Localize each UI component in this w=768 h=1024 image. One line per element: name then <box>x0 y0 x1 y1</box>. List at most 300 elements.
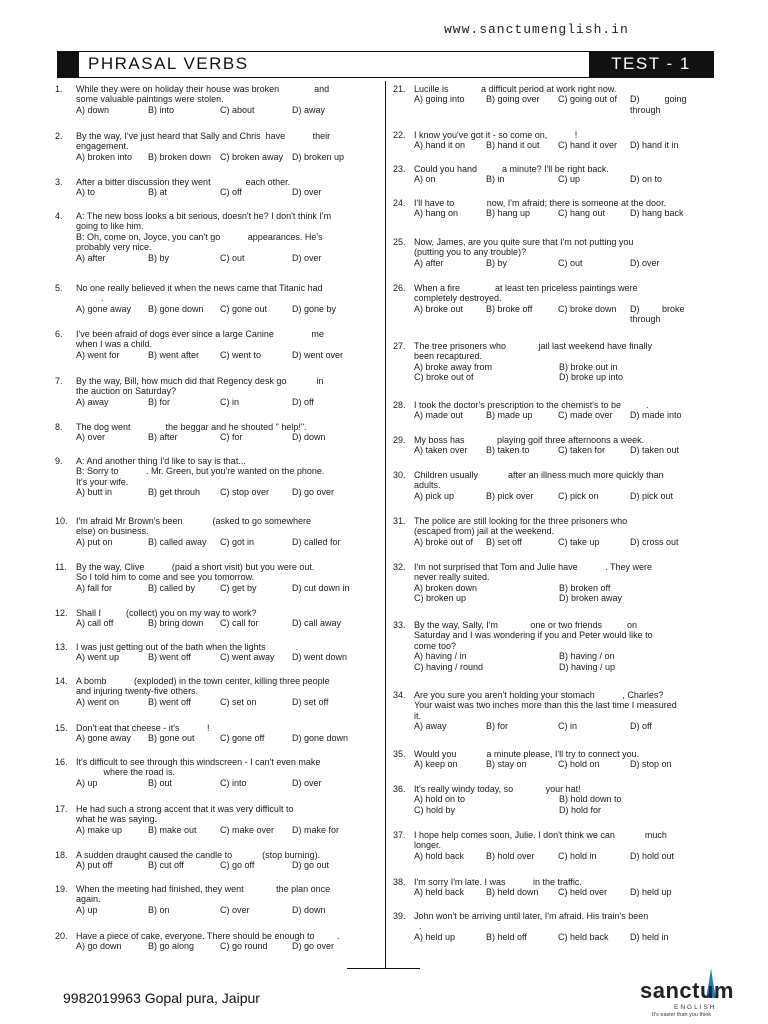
answer-option[interactable]: A) taken over <box>414 445 468 456</box>
answer-option[interactable]: D) taken out <box>630 445 680 456</box>
question-item <box>55 723 375 744</box>
answer-options <box>414 794 713 815</box>
answer-option[interactable]: B) having / on <box>559 651 615 662</box>
answer-option[interactable]: D) away <box>292 104 326 115</box>
question-item <box>55 131 375 162</box>
answer-option[interactable]: C) got in <box>220 536 255 547</box>
answer-options <box>76 350 375 360</box>
question-stem: No one really believed it when the news came that Titanic had . <box>76 283 323 304</box>
answer-option[interactable]: D) over <box>292 252 322 263</box>
answer-option[interactable]: C) stop over <box>220 487 270 498</box>
question-stem: He had such a strong accent that it was very difficult to what he was saying. <box>76 804 294 825</box>
question-item <box>393 84 713 115</box>
question-stem: Lucille is a difficult period at work right now. <box>414 84 617 94</box>
answer-option[interactable]: B) set off <box>486 536 522 547</box>
answer-option[interactable]: B) called by <box>148 582 196 593</box>
answer-options <box>414 651 713 672</box>
answer-option[interactable]: C) off <box>220 187 242 198</box>
answer-options <box>414 445 713 455</box>
question-number: 36. <box>393 784 406 794</box>
answer-option[interactable]: B) after <box>148 432 178 443</box>
question-stem: I'll have to now, I'm afraid; there is someone at the door. <box>414 198 667 208</box>
answer-option[interactable]: C) set on <box>220 696 257 707</box>
answer-options <box>414 304 713 325</box>
answer-options <box>414 94 713 115</box>
question-stem: John won't be arriving until later, I'm afraid. His train's been . <box>414 911 649 932</box>
question-number: 19. <box>55 884 68 894</box>
answer-option[interactable]: D) broken up <box>292 151 345 162</box>
answer-option[interactable]: B) get throuh <box>148 487 201 498</box>
answer-options <box>414 410 713 420</box>
question-number: 30. <box>393 470 406 480</box>
answer-option[interactable]: D) broken away <box>559 593 623 604</box>
question-number: 39. <box>393 911 406 921</box>
answer-option[interactable]: A) went for <box>76 349 120 360</box>
answer-option[interactable]: D) called for <box>292 536 341 547</box>
question-number: 25. <box>393 237 406 247</box>
bottom-rule <box>347 968 420 969</box>
answer-option[interactable]: C) hand it over <box>558 140 618 151</box>
question-stem: It's really windy today, so your hat! <box>414 784 581 794</box>
answer-option[interactable]: B) broken down <box>148 151 212 162</box>
answer-option[interactable]: A) pick up <box>414 490 455 501</box>
answer-options <box>414 208 713 218</box>
answer-option[interactable]: C) out <box>220 252 245 263</box>
answer-option[interactable]: C) for <box>220 432 243 443</box>
answer-option[interactable]: B) gone down <box>148 303 204 314</box>
footer-contact: 9982019963 Gopal pura, Jaipur <box>63 990 260 1006</box>
answer-option[interactable]: B) taken to <box>486 445 530 456</box>
answer-option[interactable]: D) broke through <box>630 303 685 325</box>
answer-option[interactable]: B) hand it out <box>486 140 540 151</box>
answer-option[interactable]: A) over <box>76 432 106 443</box>
answer-options <box>414 721 713 731</box>
answer-option[interactable]: D) gone down <box>292 733 349 744</box>
question-number: 27. <box>393 341 406 351</box>
answer-option[interactable]: A) after <box>76 252 106 263</box>
question-number: 9. <box>55 456 63 466</box>
answer-option[interactable]: A) call off <box>76 618 114 629</box>
question-stem: I took the doctor's prescription to the chemist's to be . <box>414 400 649 410</box>
question-stem: Don't eat that cheese - it's ! <box>76 723 210 733</box>
answer-option[interactable]: C) into <box>220 777 247 788</box>
question-stem: Could you hand a minute? I'll be right back. <box>414 164 609 174</box>
answer-option[interactable]: A) broke out <box>414 303 464 314</box>
answer-option[interactable]: B) into <box>148 104 175 115</box>
question-item <box>393 562 713 604</box>
question-number: 14. <box>55 676 68 686</box>
question-item <box>393 435 713 456</box>
answer-option[interactable]: A) hold on to <box>414 794 466 805</box>
answer-option[interactable]: B) broke off <box>486 303 533 314</box>
answer-option[interactable]: A) held back <box>414 887 465 898</box>
answer-option[interactable]: C) call for <box>220 618 259 629</box>
question-number: 34. <box>393 690 406 700</box>
answer-option[interactable]: B) stay on <box>486 759 527 770</box>
question-item <box>393 830 713 861</box>
answer-option[interactable]: C) having / round <box>414 661 484 672</box>
question-item <box>393 784 713 815</box>
answer-option[interactable]: A) away <box>414 721 447 732</box>
answer-option[interactable]: C) going out of <box>558 94 618 105</box>
question-number: 12. <box>55 608 68 618</box>
question-number: 1. <box>55 84 63 94</box>
answer-options <box>76 487 375 497</box>
answer-option[interactable]: C) go off <box>220 860 255 871</box>
question-stem: The tree prisoners who jail last weekend have finally been recaptured. <box>414 341 653 362</box>
answer-option[interactable]: C) held over <box>558 887 608 898</box>
answer-option[interactable]: B) make out <box>148 824 197 835</box>
brand-logo <box>640 968 760 1018</box>
answer-option[interactable]: B) at <box>148 187 168 198</box>
question-number: 10. <box>55 516 68 526</box>
answer-option[interactable]: D) cross out <box>630 536 679 547</box>
answer-option[interactable]: C) over <box>220 904 250 915</box>
answer-options <box>414 887 713 897</box>
answer-option[interactable]: C) hold on <box>558 759 600 770</box>
question-number: 38. <box>393 877 406 887</box>
question-number: 21. <box>393 84 406 94</box>
question-stem: My boss has playing golf three afternoons a week. <box>414 435 645 445</box>
answer-option[interactable]: B) by <box>486 257 508 268</box>
answer-option[interactable]: C) hold by <box>414 804 456 815</box>
question-stem: A bomb (exploded) in the town center, killing three people and injuring twenty-five others. <box>76 676 330 697</box>
answer-option[interactable]: C) made over <box>558 410 613 421</box>
answer-option[interactable]: B) by <box>148 252 170 263</box>
answer-option[interactable]: B) pick over <box>486 490 534 501</box>
answer-option[interactable]: C) out <box>558 257 583 268</box>
answer-option[interactable]: D) pick out <box>630 490 674 501</box>
answer-option[interactable]: D) hold out <box>630 850 675 861</box>
answer-option[interactable]: C) broken up <box>414 593 467 604</box>
question-stem: Shall I (collect) you on my way to work? <box>76 608 257 618</box>
answer-option[interactable]: B) gone out <box>148 733 195 744</box>
answer-option[interactable]: C) gone out <box>220 303 268 314</box>
answer-option[interactable]: D) having / up <box>559 661 616 672</box>
answer-options <box>76 105 375 115</box>
question-item <box>393 341 713 383</box>
question-number: 37. <box>393 830 406 840</box>
answer-options <box>414 140 713 150</box>
answer-options <box>76 905 375 915</box>
answer-option[interactable]: C) went to <box>220 349 262 360</box>
question-stem: The police are still looking for the three prisoners who (escaped from) jail at the weekend. <box>414 516 628 537</box>
answer-options <box>76 537 375 547</box>
answer-option[interactable]: A) put off <box>76 860 113 871</box>
answer-option[interactable]: B) went after <box>148 349 200 360</box>
question-number: 22. <box>393 130 406 140</box>
question-stem: It's difficult to see through this windscreen - I can't even make where the road is. <box>76 757 321 778</box>
answer-option[interactable]: B) held off <box>486 931 527 942</box>
answer-option[interactable]: A) having / in <box>414 651 467 662</box>
answer-option[interactable]: D) on to <box>630 174 663 185</box>
answer-option[interactable]: A) up <box>76 904 98 915</box>
answer-options <box>76 253 375 263</box>
answer-options <box>76 941 375 951</box>
answer-option[interactable]: A) away <box>76 396 109 407</box>
question-item <box>55 608 375 629</box>
answer-option[interactable]: B) out <box>148 777 173 788</box>
question-number: 7. <box>55 376 63 386</box>
answer-option[interactable]: D) down <box>292 904 326 915</box>
question-item <box>55 329 375 360</box>
question-number: 20. <box>55 931 68 941</box>
question-item <box>393 516 713 547</box>
answer-option[interactable]: D) over <box>292 777 322 788</box>
column-divider <box>385 81 386 969</box>
question-item <box>55 422 375 443</box>
question-stem: Children usually after an illness much more quickly than adults. <box>414 470 664 491</box>
question-item <box>55 642 375 663</box>
question-stem: Now, James, are you quite sure that I'm not putting you (putting you to any trouble)? <box>414 237 634 258</box>
question-item <box>55 177 375 198</box>
answer-option[interactable]: A) hold back <box>414 850 465 861</box>
answer-options <box>76 304 375 314</box>
question-item <box>55 676 375 707</box>
question-number: 6. <box>55 329 63 339</box>
answer-option[interactable]: A) gone away <box>76 303 132 314</box>
question-number: 4. <box>55 211 63 221</box>
answer-option[interactable]: C) gone off <box>220 733 265 744</box>
question-item <box>393 620 713 672</box>
question-stem: When a fire at least ten priceless paintings were completely destroyed. <box>414 283 638 304</box>
answer-option[interactable]: A) up <box>76 777 98 788</box>
question-item <box>55 562 375 593</box>
answer-option[interactable]: C) about <box>220 104 255 115</box>
question-item <box>393 877 713 898</box>
answer-option[interactable]: D) gone by <box>292 303 337 314</box>
question-stem: After a bitter discussion they went each other. <box>76 177 291 187</box>
answer-options <box>414 362 713 383</box>
answer-option[interactable]: B) held down <box>486 887 539 898</box>
answer-option[interactable]: A) went up <box>76 652 120 663</box>
answer-option[interactable]: C) pick on <box>558 490 599 501</box>
answer-options <box>414 759 713 769</box>
answer-option[interactable]: D) went down <box>292 652 348 663</box>
answer-option[interactable]: A) broke away from <box>414 361 493 372</box>
answer-options <box>414 537 713 547</box>
answer-option[interactable]: C) hang out <box>558 208 606 219</box>
answer-option[interactable]: B) broke out in <box>559 361 618 372</box>
answer-option[interactable]: A) keep on <box>414 759 458 770</box>
answer-option[interactable]: C) make over <box>220 824 275 835</box>
answer-options <box>76 432 375 442</box>
answer-options <box>76 860 375 870</box>
question-number: 28. <box>393 400 406 410</box>
answer-option[interactable]: B) hold down to <box>559 794 622 805</box>
answer-option[interactable]: C) in <box>220 396 240 407</box>
question-number: 32. <box>393 562 406 572</box>
answer-option[interactable]: A) to <box>76 187 96 198</box>
question-stem: When the meeting had finished, they went the plan once again. <box>76 884 331 905</box>
answer-option[interactable]: C) broke out of <box>414 372 474 383</box>
answer-option[interactable]: A) butt in <box>76 487 113 498</box>
answer-option[interactable]: C) broken away <box>220 151 284 162</box>
answer-options <box>76 152 375 162</box>
question-item <box>393 164 713 185</box>
question-number: 31. <box>393 516 406 526</box>
question-number: 11. <box>55 562 67 572</box>
question-stem: I'm afraid Mr Brown's been (asked to go somewhere else) on business. <box>76 516 312 537</box>
question-stem: By the way, I've just heard that Sally and Chris have their engagement. <box>76 131 331 152</box>
answer-option[interactable]: B) go along <box>148 941 195 952</box>
answer-option[interactable]: D) held up <box>630 887 672 898</box>
answer-options <box>76 583 375 593</box>
question-item <box>55 456 375 498</box>
answer-option[interactable]: D) go over <box>292 941 335 952</box>
question-stem: Would you a minute please, I'll try to connect you. <box>414 749 640 759</box>
answer-option[interactable]: C) take up <box>558 536 600 547</box>
answer-option[interactable]: C) up <box>558 174 581 185</box>
answer-option[interactable]: D) going through <box>630 94 687 115</box>
question-stem: By the way, Clive (paid a short visit) but you were out. So I told him to come and see you tomorrow. <box>76 562 315 583</box>
answer-option[interactable]: D) held in <box>630 931 669 942</box>
answer-option[interactable]: D) hang back <box>630 208 684 219</box>
question-number: 3. <box>55 177 63 187</box>
answer-option[interactable]: A) hang on <box>414 208 459 219</box>
answer-option[interactable]: D) stop on <box>630 759 672 770</box>
question-item <box>55 283 375 314</box>
question-stem: By the way, Sally, I'm one or two friends on Saturday and I was wondering if you and Peter would like to come too? <box>414 620 653 651</box>
answer-option[interactable]: B) for <box>486 721 509 732</box>
answer-option[interactable]: A) held up <box>414 931 456 942</box>
answer-option[interactable]: A) put on <box>76 536 113 547</box>
answer-option[interactable]: A) broken into <box>76 151 133 162</box>
answer-option[interactable]: B) bring down <box>148 618 204 629</box>
answer-option[interactable]: A) going into <box>414 94 465 105</box>
answer-option[interactable]: D) go over <box>292 487 335 498</box>
answer-option[interactable]: C) went away <box>220 652 275 663</box>
answer-option[interactable]: D) hand it in <box>630 140 679 151</box>
question-item <box>393 911 713 942</box>
answer-option[interactable]: C) in <box>558 721 578 732</box>
question-number: 18. <box>55 850 68 860</box>
answer-options <box>76 618 375 628</box>
answer-option[interactable]: B) in <box>486 174 505 185</box>
answer-option[interactable]: D) make for <box>292 824 340 835</box>
answer-option[interactable]: A) fall for <box>76 582 113 593</box>
question-item <box>55 804 375 835</box>
answer-option[interactable]: B) hang up <box>486 208 531 219</box>
question-number: 16. <box>55 757 68 767</box>
answer-option[interactable]: C) taken for <box>558 445 606 456</box>
answer-options <box>76 187 375 197</box>
logo-subtitle: ENGLISH <box>674 1004 717 1011</box>
answer-option[interactable]: A) go down <box>76 941 122 952</box>
answer-option[interactable]: A) broken down <box>414 582 478 593</box>
answer-option[interactable]: A) down <box>76 104 110 115</box>
answer-option[interactable]: D) over <box>292 187 322 198</box>
answer-option[interactable]: C) held back <box>558 931 609 942</box>
answer-option[interactable]: D) off <box>292 396 314 407</box>
question-stem: I'm not surprised that Tom and Julie have . They were never really suited. <box>414 562 652 583</box>
answer-option[interactable]: A) after <box>414 257 444 268</box>
question-stem: The dog went the beggar and he shouted " help!". <box>76 422 307 432</box>
question-stem: I was just getting out of the bath when the lights . <box>76 642 299 652</box>
answer-option[interactable]: D) down <box>292 432 326 443</box>
question-item <box>393 400 713 421</box>
question-number: 13. <box>55 642 68 652</box>
question-item <box>393 198 713 219</box>
answer-option[interactable]: B) went off <box>148 696 191 707</box>
answer-option[interactable]: B) broken off <box>559 582 611 593</box>
answer-option[interactable]: D) went over <box>292 349 344 360</box>
answer-option[interactable]: B) called away <box>148 536 207 547</box>
answer-option[interactable]: B) going over <box>486 94 540 105</box>
answer-option[interactable]: C) go round <box>220 941 268 952</box>
question-stem: I'm sorry I'm late. I was in the traffic. <box>414 877 582 887</box>
logo-tagline: It's easier than you think <box>652 1012 712 1018</box>
answer-options <box>414 851 713 861</box>
question-item <box>55 84 375 115</box>
answer-option[interactable]: A) broke out of <box>414 536 474 547</box>
answer-option[interactable]: B) hold over <box>486 850 535 861</box>
question-number: 23. <box>393 164 406 174</box>
question-number: 8. <box>55 422 63 432</box>
answer-option[interactable]: B) for <box>148 396 171 407</box>
question-item <box>393 470 713 501</box>
answer-options <box>76 778 375 788</box>
answer-option[interactable]: B) made up <box>486 410 533 421</box>
answer-option[interactable]: D) broke up into <box>559 372 624 383</box>
site-url: www.sanctumenglish.in <box>444 22 629 37</box>
answer-option[interactable]: A) made out <box>414 410 464 421</box>
question-stem: A: The new boss looks a bit serious, doesn't he? I don't think I'm going to like him. B: Oh, come on, Joyce, you can't go appearances. He's probably very nice. <box>76 211 332 253</box>
answer-option[interactable]: D) off <box>630 721 652 732</box>
answer-options <box>76 697 375 707</box>
question-item <box>55 884 375 915</box>
page-title: PHRASAL VERBS <box>88 54 249 73</box>
answer-options <box>76 825 375 835</box>
answer-option[interactable]: C) hold in <box>558 850 597 861</box>
answer-option[interactable]: A) hand it on <box>414 140 466 151</box>
question-item <box>393 283 713 325</box>
test-label: TEST - 1 <box>589 51 713 77</box>
answer-options <box>414 258 713 268</box>
answer-option[interactable]: B) cut off <box>148 860 184 871</box>
answer-option[interactable]: A) gone away <box>76 733 132 744</box>
question-item <box>55 931 375 952</box>
answer-options <box>76 733 375 743</box>
answer-options <box>414 583 713 604</box>
answer-option[interactable]: D) go out <box>292 860 330 871</box>
answer-option[interactable]: D) hold for <box>559 804 602 815</box>
answer-option[interactable]: D) call away <box>292 618 342 629</box>
answer-option[interactable]: B) on <box>148 904 170 915</box>
answer-option[interactable]: D) cut down in <box>292 582 350 593</box>
question-stem: While they were on holiday their house was broken and some valuable paintings were stolen. <box>76 84 330 105</box>
answer-option[interactable]: A) make up <box>76 824 123 835</box>
answer-option[interactable]: D) made into <box>630 410 682 421</box>
question-stem: A: And another thing I'd like to say is that... B: Sorry to . Mr. Green, but you're wanted on the phone. It's your wife. <box>76 456 325 487</box>
question-item <box>393 690 713 732</box>
question-item <box>55 211 375 263</box>
answer-option[interactable]: D) over <box>630 257 660 268</box>
question-number: 29. <box>393 435 406 445</box>
answer-option[interactable]: D) set off <box>292 696 329 707</box>
question-stem: A sudden draught caused the candle to (stop burning). <box>76 850 321 860</box>
answer-option[interactable]: C) broke down <box>558 303 617 314</box>
answer-option[interactable]: A) went on <box>76 696 120 707</box>
answer-option[interactable]: C) get by <box>220 582 257 593</box>
answer-option[interactable]: B) went off <box>148 652 191 663</box>
question-item <box>393 130 713 151</box>
question-number: 24. <box>393 198 406 208</box>
question-stem: I've been afraid of dogs ever since a large Canine me when I was a child. <box>76 329 324 350</box>
question-item <box>55 850 375 871</box>
answer-option[interactable]: A) on <box>414 174 436 185</box>
answer-options <box>76 397 375 407</box>
